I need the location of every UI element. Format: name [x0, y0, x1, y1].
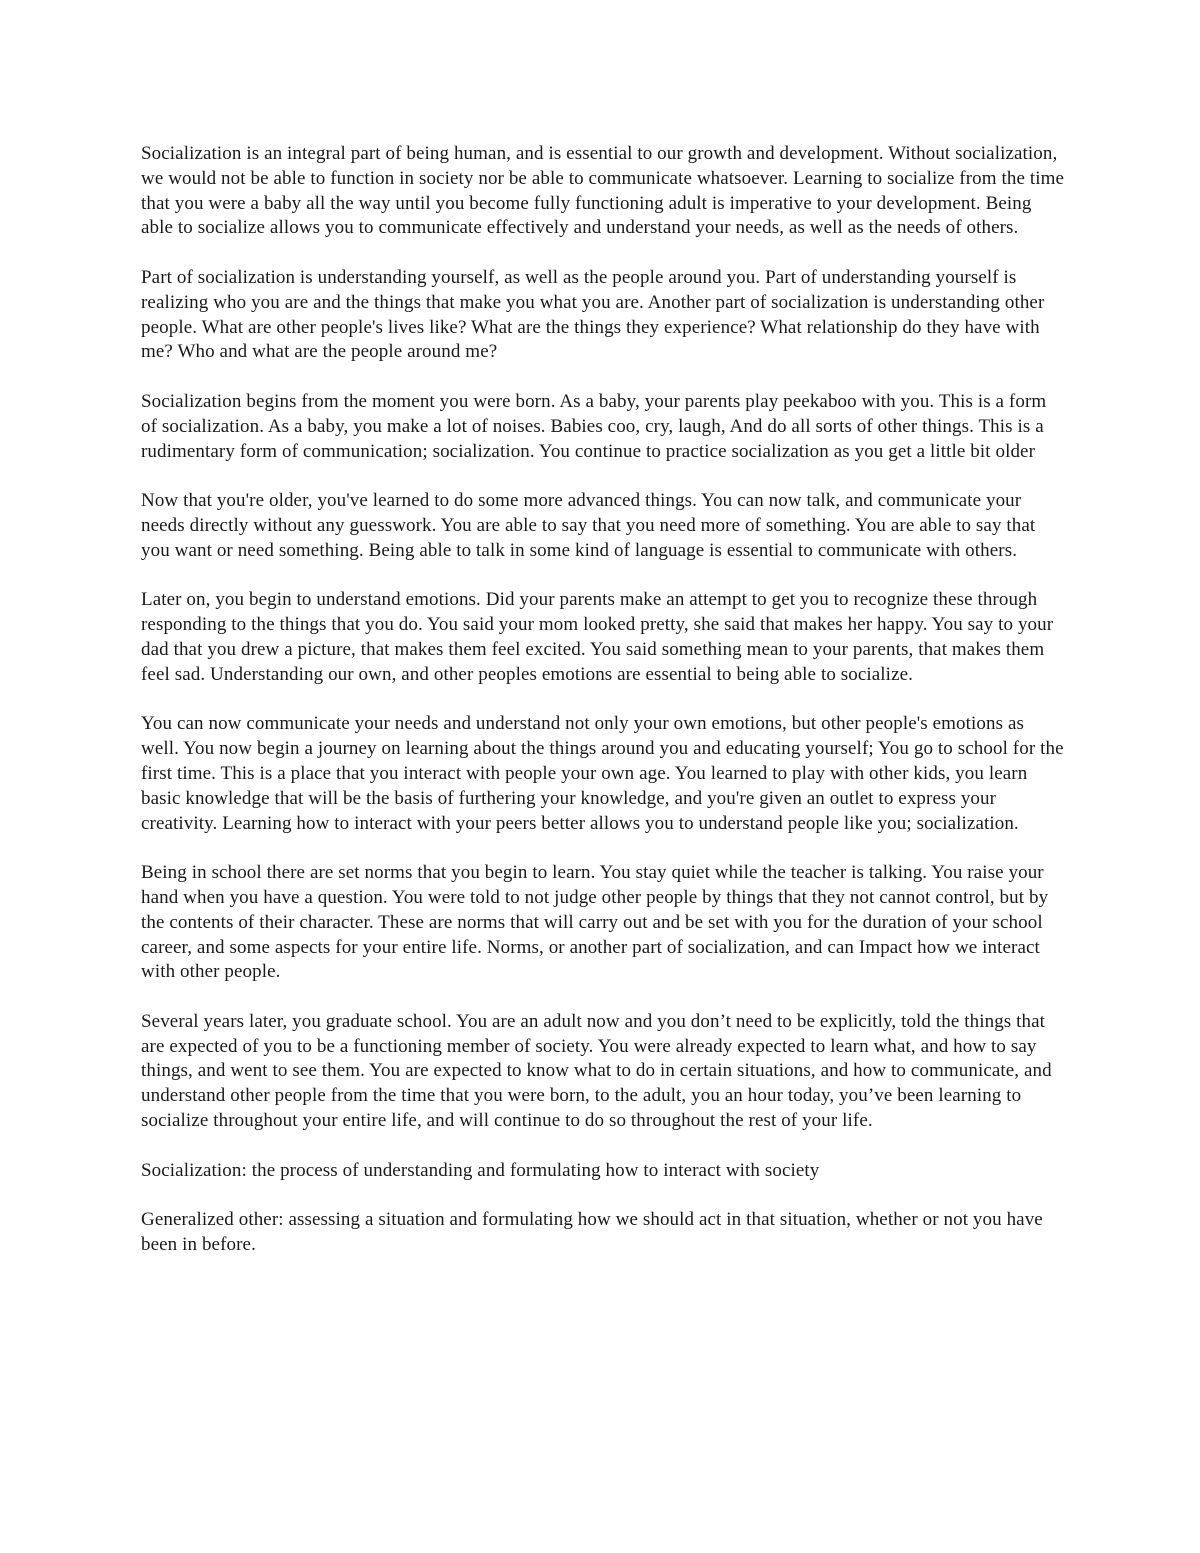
definition-socialization: Socialization: the process of understanding and formulating how to interact with society: [141, 1159, 820, 1181]
paragraph-7: Being in school there are set norms that you begin to learn. You stay quiet while the teacher is talking. You raise your hand when you have a question. You were told to not judge other people by things that they not cannot control, but by the contents of their character. These are norms that will carry out and be set with you for the duration of your school career, and some aspects for your entire life. Norms, or another part of socialization, and can Impact how we interact with other people.: [141, 862, 1049, 983]
paragraph-4: Now that you're older, you've learned to do some more advanced things. You can now talk, and communicate your needs directly without any guesswork. You are able to say that you need more of something. You are able to say that you want or need something. Being able to talk in some kind of language is essential to communicate with others.: [141, 490, 1036, 561]
paragraph-1: Socialization is an integral part of being human, and is essential to our growth and development. Without socialization, we would not be able to function in society nor be able to communicate whatsoever. Learning to socialize from the time that you were a baby all the way until you become fully functioning adult is imperative to your development. Being able to socialize allows you to communicate effectively and understand your needs, as well as the needs of others.: [141, 143, 1064, 239]
definition-generalized-other: Generalized other: assessing a situation and formulating how we should act in that situation, whether or not you have been in before.: [141, 1209, 1043, 1256]
paragraph-5: Later on, you begin to understand emotions. Did your parents make an attempt to get you to recognize these through responding to the things that you do. You said your mom looked pretty, she said that makes her happy. You say to your dad that you drew a picture, that makes them feel excited. You said something mean to your parents, that makes them feel sad. Understanding our own, and other peoples emotions are essential to being able to socialize.: [141, 589, 1054, 685]
paragraph-3: Socialization begins from the moment you were born. As a baby, your parents play peekaboo with you. This is a form of socialization. As a baby, you make a lot of noises. Babies coo, cry, laugh, And do all sorts of other things. This is a rudimentary form of communication; socialization. You continue to practice socialization as you get a little bit older: [141, 390, 1047, 462]
paragraph-2: Part of socialization is understanding yourself, as well as the people around you. Part of understanding yourself is realizing who you are and the things that make you what you are. Another part of socialization is understanding other people. What are other people's lives like? What are the things they experience? What relationship do they have with me? Who and what are the people around me?: [141, 266, 1045, 363]
paragraph-6: You can now communicate your needs and understand not only your own emotions, but other people's emotions as well. You now begin a journey on learning about the things around you and educating yourself; You go to school for the first time. This is a place that you interact with people your own age. You learned to play with other kids, you learn basic knowledge that will be the basis of furthering your knowledge, and you're given an outlet to express your creativity. Learning how to interact with your peers better allows you to understand people like you; socialization.: [141, 713, 1064, 834]
document-body: [141, 142, 1066, 1283]
paragraph-8: Several years later, you graduate school. You are an adult now and you don’t need to be explicitly, told the things that are expected of you to be a functioning member of society. You were already expected to learn what, and how to say things, and went to see them. You are expected to know what to do in certain situations, and how to communicate, and understand other people from the time that you were born, to the adult, you an hour today, you’ve been learning to socialize throughout your entire life, and will continue to do so throughout the rest of your life.: [141, 1010, 1052, 1132]
